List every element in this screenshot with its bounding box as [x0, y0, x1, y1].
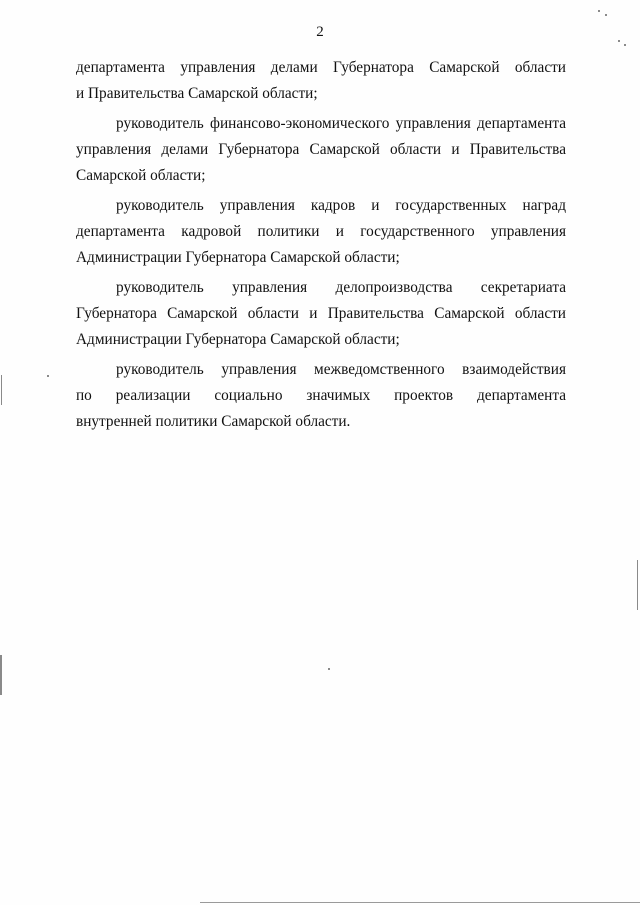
scan-edge-mark [637, 560, 638, 610]
paragraph-4 [76, 275, 566, 353]
text-line: руководитель управления межведомственного взаимодействия [116, 361, 566, 378]
scan-speck [328, 668, 330, 670]
paragraph-3 [76, 193, 566, 271]
scan-edge-mark [0, 655, 2, 695]
text-line: внутренней политики Самарской области. [76, 413, 351, 430]
scan-speck [598, 10, 600, 12]
text-line: Администрации Губернатора Самарской области; [76, 331, 400, 348]
text-line: руководитель управления кадров и государственных наград [116, 197, 566, 214]
text-line: руководитель финансово-экономического управления департамента [116, 115, 566, 132]
scan-edge-mark [200, 902, 640, 903]
text-line: и Правительства Самарской области; [76, 85, 318, 102]
paragraph-5 [76, 357, 566, 435]
scan-speck [605, 14, 607, 16]
scan-edge-mark [1, 375, 2, 405]
text-line: департамента кадровой политики и государственного управления [76, 223, 566, 240]
text-line: Администрации Губернатора Самарской области; [76, 249, 400, 266]
text-line: Губернатора Самарской области и Правительства Самарской области [76, 305, 566, 322]
paragraph-1 [76, 55, 566, 107]
text-line: по реализации социально значимых проектов департамента [76, 387, 566, 404]
text-line: департамента управления делами Губернатора Самарской области [76, 59, 566, 76]
scan-speck [47, 375, 49, 377]
text-line: Самарской области; [76, 167, 206, 184]
page-number: 2 [316, 24, 324, 40]
text-line: управления делами Губернатора Самарской области и Правительства [76, 141, 566, 158]
scan-speck [624, 44, 626, 46]
scan-speck [618, 40, 620, 42]
document-body [76, 55, 566, 439]
paragraph-2 [76, 111, 566, 189]
text-line: руководитель управления делопроизводства секретариата [116, 279, 566, 296]
